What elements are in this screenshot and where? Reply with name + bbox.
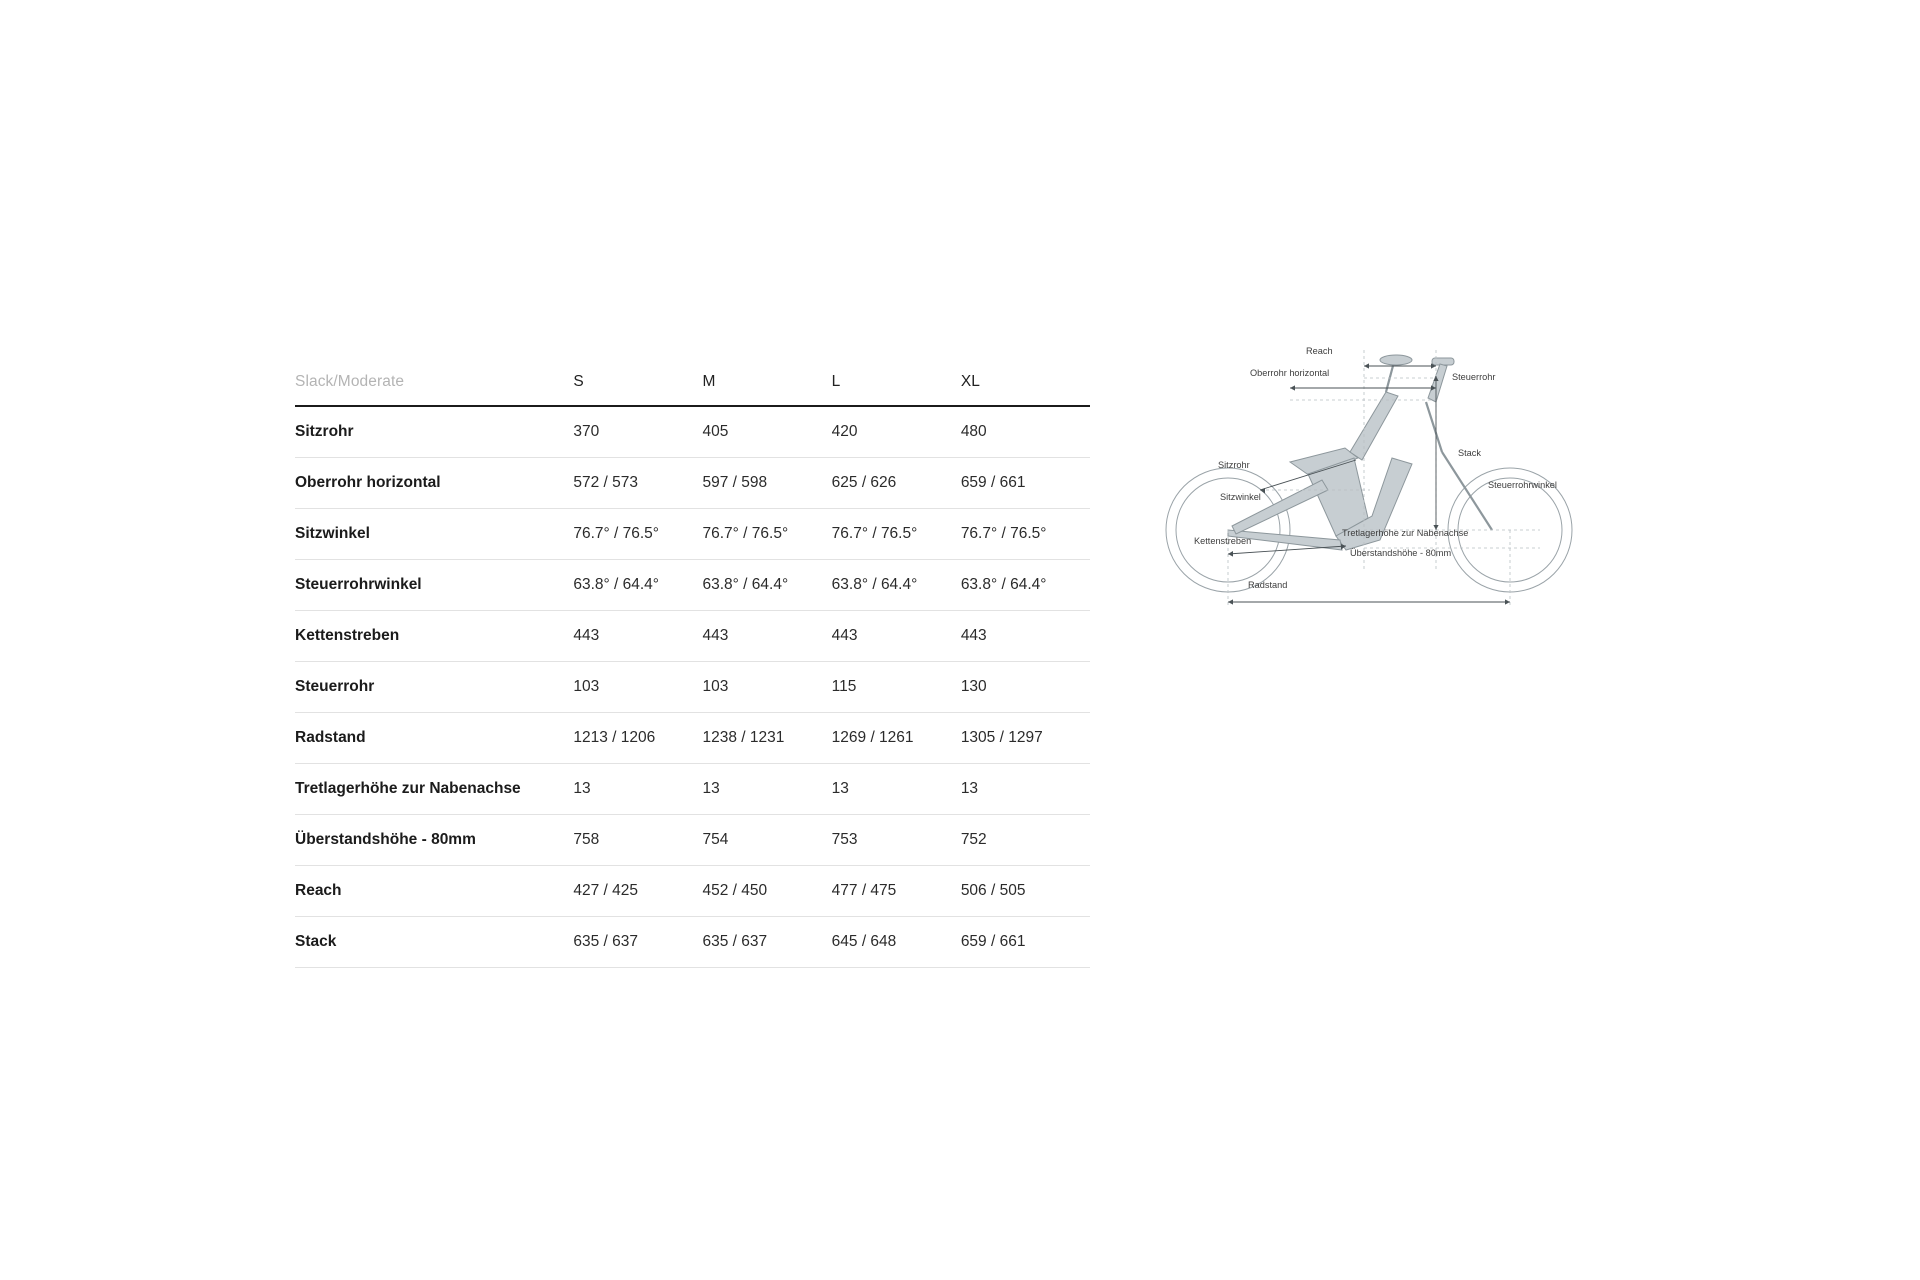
row-value-xl: 130: [960, 678, 987, 695]
row-value-l: 443: [831, 627, 858, 644]
row-label: Überstandshöhe - 80mm: [295, 830, 476, 848]
label-radstand: Radstand: [1248, 580, 1288, 590]
row-value-m: 443: [702, 627, 729, 644]
row-value-xl: 506 / 505: [960, 882, 1026, 899]
table-row: [295, 406, 1090, 458]
chainstay-arrow: [1228, 546, 1346, 554]
table-row: [295, 866, 1090, 917]
row-value-s: 1213 / 1206: [573, 729, 656, 746]
steerer-shape: [1428, 364, 1447, 402]
table-row: [295, 458, 1090, 509]
row-value-m: 1238 / 1231: [702, 729, 785, 746]
table-row: [295, 713, 1090, 764]
label-kettenstreben: Kettenstreben: [1194, 536, 1252, 546]
row-value-xl: 752: [960, 831, 987, 848]
label-ueberstandshoehe: Überstandshöhe - 80mm: [1350, 548, 1452, 558]
row-value-l: 753: [831, 831, 858, 848]
row-value-l: 1269 / 1261: [831, 729, 914, 746]
row-value-xl: 443: [960, 627, 987, 644]
row-value-s: 63.8° / 64.4°: [573, 576, 659, 593]
label-tretlagerhoehe: Tretlagerhöhe zur Nabenachse: [1342, 528, 1469, 538]
label-reach: Reach: [1306, 346, 1333, 356]
geometry-table-container: [295, 358, 1090, 968]
row-value-l: 625 / 626: [831, 474, 897, 491]
row-value-s: 370: [573, 423, 600, 440]
row-value-m: 754: [702, 831, 729, 848]
row-label: Reach: [295, 881, 342, 899]
row-value-l: 63.8° / 64.4°: [831, 576, 918, 593]
table-corner-label: Slack/Moderate: [295, 372, 405, 390]
row-value-m: 635 / 637: [702, 933, 768, 950]
row-value-l: 76.7° / 76.5°: [831, 525, 918, 542]
column-header-s: S: [573, 372, 584, 390]
row-label: Steuerrohr: [295, 677, 375, 695]
row-value-xl: 63.8° / 64.4°: [960, 576, 1047, 593]
seat-tube-shape: [1350, 392, 1398, 460]
bike-diagram-svg: [1140, 340, 1640, 630]
row-value-m: 63.8° / 64.4°: [702, 576, 789, 593]
row-label: Kettenstreben: [295, 626, 400, 644]
row-value-l: 645 / 648: [831, 933, 897, 950]
row-label: Tretlagerhöhe zur Nabenachse: [295, 779, 521, 797]
column-header-l: L: [831, 372, 841, 390]
row-value-s: 758: [573, 831, 600, 848]
row-value-m: 452 / 450: [702, 882, 768, 899]
table-row: [295, 815, 1090, 866]
row-label: Sitzwinkel: [295, 524, 370, 542]
table-row: [295, 917, 1090, 968]
row-value-s: 635 / 637: [573, 933, 638, 950]
bike-geometry-diagram: [1140, 340, 1640, 630]
row-value-l: 420: [831, 423, 858, 440]
seatpost-line: [1386, 362, 1394, 392]
label-sitzrohr: Sitzrohr: [1218, 460, 1250, 470]
table-body: [295, 406, 1090, 968]
row-value-xl: 13: [960, 780, 979, 797]
row-value-m: 103: [702, 678, 729, 695]
row-label: Stack: [295, 932, 337, 950]
row-value-xl: 76.7° / 76.5°: [960, 525, 1047, 542]
table-row: [295, 662, 1090, 713]
row-value-m: 76.7° / 76.5°: [702, 525, 789, 542]
row-value-xl: 659 / 661: [960, 474, 1026, 491]
row-label: Sitzrohr: [295, 422, 354, 440]
row-value-s: 13: [573, 780, 591, 797]
row-value-s: 103: [573, 678, 600, 695]
row-label: Steuerrohrwinkel: [295, 575, 422, 593]
row-value-xl: 1305 / 1297: [960, 729, 1043, 746]
label-steuerrohr: Steuerrohr: [1452, 372, 1496, 382]
handlebar-shape: [1432, 358, 1454, 365]
table-row: [295, 611, 1090, 662]
row-value-s: 76.7° / 76.5°: [573, 525, 659, 542]
table-row: [295, 509, 1090, 560]
label-steuerrohrwinkel: Steuerrohrwinkel: [1488, 480, 1557, 490]
row-value-s: 443: [573, 627, 600, 644]
row-value-xl: 480: [960, 423, 987, 440]
table-header-row: [295, 358, 1090, 406]
column-header-xl: XL: [960, 372, 980, 390]
table-header: [295, 358, 1090, 406]
row-value-l: 477 / 475: [831, 882, 897, 899]
row-value-s: 427 / 425: [573, 882, 638, 899]
row-value-xl: 659 / 661: [960, 933, 1026, 950]
row-value-s: 572 / 573: [573, 474, 638, 491]
row-label: Oberrohr horizontal: [295, 473, 441, 491]
row-value-m: 13: [702, 780, 720, 797]
row-value-m: 597 / 598: [702, 474, 768, 491]
row-label: Radstand: [295, 728, 366, 746]
label-stack: Stack: [1458, 448, 1481, 458]
row-value-l: 13: [831, 780, 849, 797]
label-sitzwinkel: Sitzwinkel: [1220, 492, 1261, 502]
label-oberrohr-horizontal: Oberrohr horizontal: [1250, 368, 1330, 378]
row-value-l: 115: [831, 678, 857, 695]
table-row: [295, 560, 1090, 611]
table-row: [295, 764, 1090, 815]
geometry-table: [295, 358, 1090, 968]
column-header-m: M: [702, 372, 716, 390]
row-value-m: 405: [702, 423, 729, 440]
saddle-shape: [1380, 355, 1412, 365]
head-tube-line: [1426, 402, 1442, 452]
